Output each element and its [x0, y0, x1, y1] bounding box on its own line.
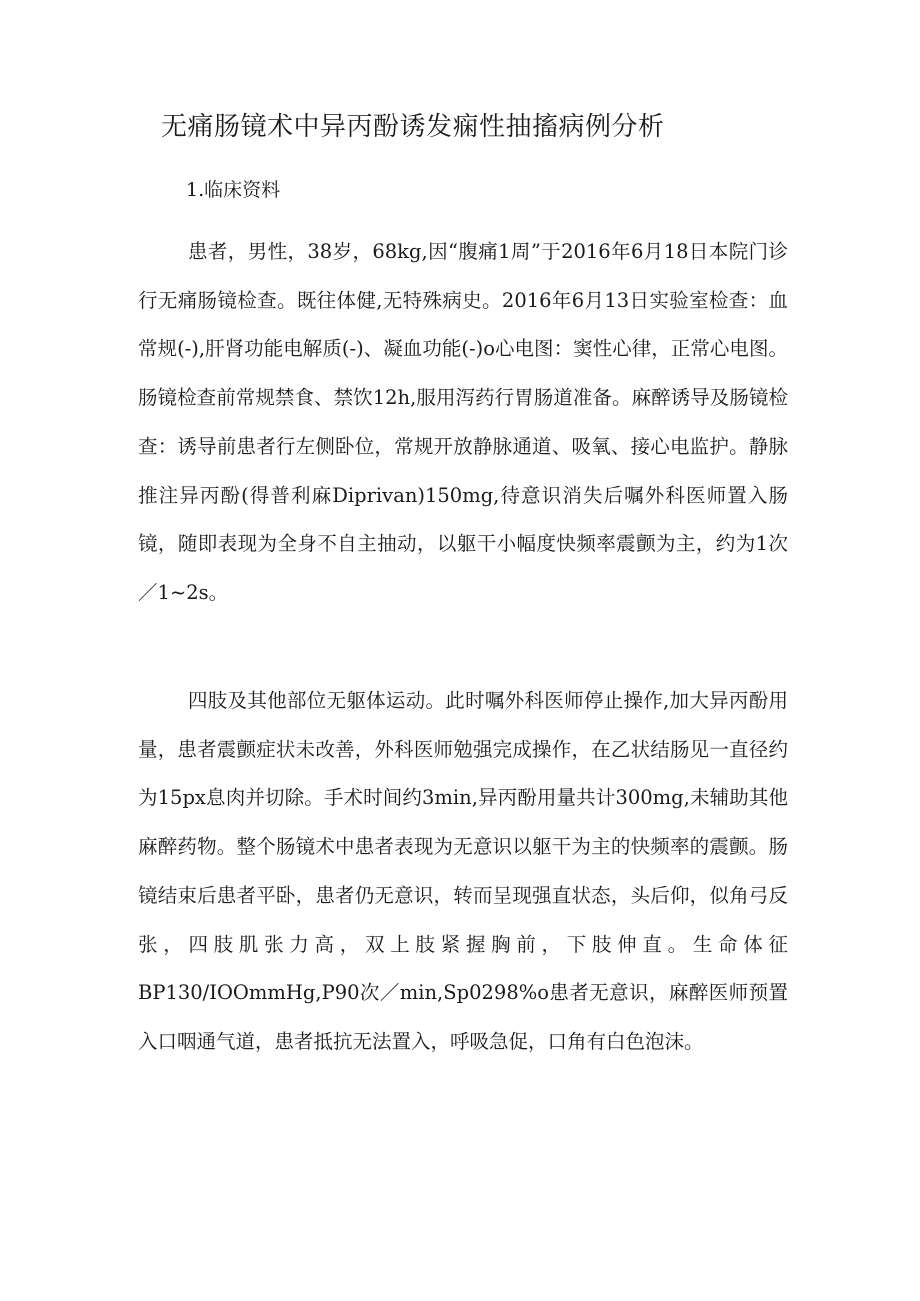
- section-heading: 1.临床资料: [186, 179, 281, 201]
- document-title: 无痛肠镜术中异丙酚诱发痫性抽搐病例分析: [161, 112, 665, 142]
- paragraph-case-history: 患者，男性，38岁，68kg,因“腹痛1周”于2016年6月18日本院门诊行无痛肠镜检查。既往体健,无特殊病史。2016年6月13日实验室检查：血常规(-),肝肾功能电解质(-)、凝血功能(-)o心电图：窦性心律，正常心电图。肠镜检查前常规禁食、禁饮12h,服用泻药行胃肠道准备。麻醉诱导及肠镜检查：诱导前患者行左侧卧位，常规开放静脉通道、吸氧、接心电监护。静脉推注异丙酚(得普利麻Diprivan)150mg,待意识消失后嘱外科医师置入肠镜，随即表现为全身不自主抽动，以躯干小幅度快频率震颤为主，约为1次／1~2s。: [138, 240, 788, 604]
- paragraph-procedure-findings: 四肢及其他部位无躯体运动。此时嘱外科医师停止操作,加大异丙酚用量，患者震颤症状未改善，外科医师勉强完成操作，在乙状结肠见一直径约为15px息肉并切除。手术时间约3min,异丙酚用量共计300mg,未辅助其他麻醉药物。整个肠镜术中患者表现为无意识以躯干为主的快频率的震颤。肠镜结束后患者平卧，患者仍无意识，转而呈现强直状态，头后仰，似角弓反张，四肢肌张力高，双上肢紧握胸前，下肢伸直。生命体征BP130/IOOmmHg,P90次／min,Sp0298%o患者无意识，麻醉医师预置入口咽通气道，患者抵抗无法置入，呼吸急促，口角有白色泡沫。: [138, 689, 788, 1053]
